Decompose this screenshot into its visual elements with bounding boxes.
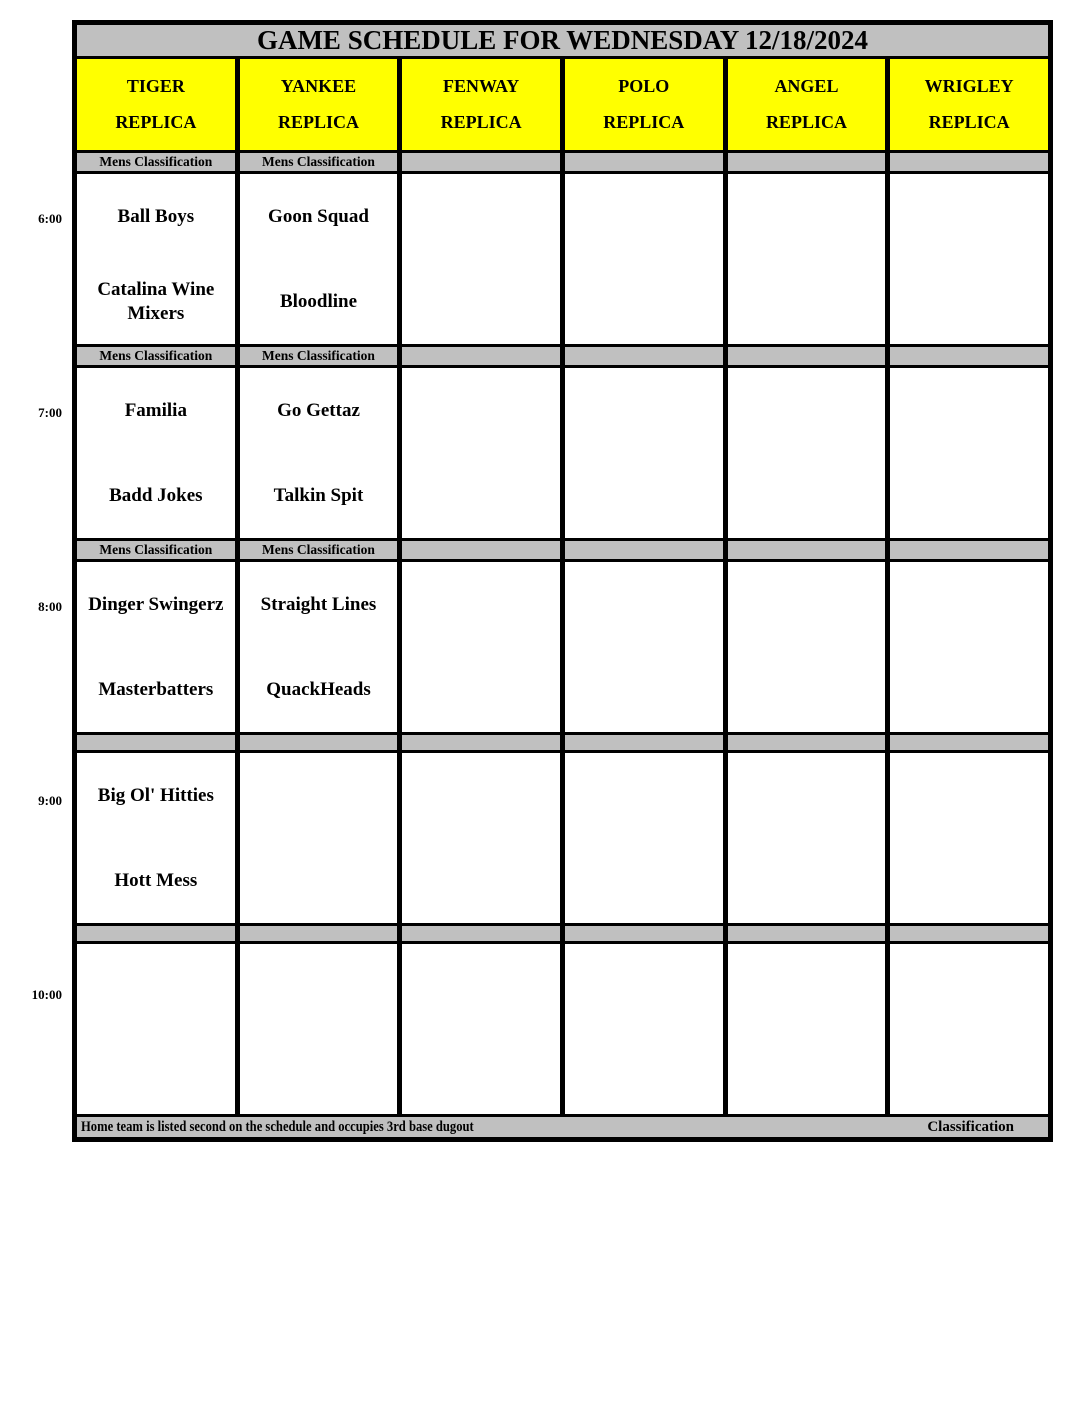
- game-cell: [75, 173, 238, 346]
- home-team: [565, 1029, 723, 1114]
- away-team: [728, 368, 886, 453]
- classification-row-9-00: [75, 734, 1051, 752]
- classification-bar-cell: [725, 925, 888, 943]
- away-team: [890, 944, 1048, 1029]
- game-cell: [725, 943, 888, 1116]
- field-name: YANKEE: [280, 76, 357, 96]
- classification-bar-cell: [237, 734, 400, 752]
- home-team: [565, 647, 723, 732]
- away-team: Goon Squad: [268, 205, 369, 227]
- away-team: [402, 174, 560, 259]
- field-header-row: [75, 58, 1051, 152]
- classification-row-8-00: [75, 540, 1051, 561]
- classification-bar-cell: [400, 346, 563, 367]
- away-team: [728, 944, 886, 1029]
- field-header-polo: [562, 58, 725, 152]
- home-team: [77, 1029, 235, 1114]
- footer: [75, 1116, 1051, 1140]
- game-cell: [562, 367, 725, 540]
- home-team: QuackHeads: [266, 678, 371, 700]
- classification-bar-cell: [400, 152, 563, 173]
- game-cell: [888, 752, 1051, 925]
- game-cell: [725, 367, 888, 540]
- footer-note: Home team is listed second on the schedule and occupies 3rd base dugout: [81, 1118, 474, 1135]
- classification-bar-cell: Mens Classification: [237, 540, 400, 561]
- footer-row: [75, 1116, 1051, 1140]
- away-team: [890, 368, 1048, 453]
- home-team: [240, 838, 398, 923]
- game-row-9-00: [75, 752, 1051, 925]
- game-cell: [400, 752, 563, 925]
- classification-bar-cell: [400, 734, 563, 752]
- home-team: [728, 838, 886, 923]
- field-type: REPLICA: [928, 112, 1010, 132]
- away-team: [240, 753, 398, 838]
- game-cell: [400, 943, 563, 1116]
- away-team: [402, 368, 560, 453]
- field-type: REPLICA: [765, 112, 847, 132]
- field-name: ANGEL: [774, 76, 839, 96]
- game-cell: [75, 943, 238, 1116]
- time-rail: [0, 0, 62, 1200]
- game-cell: [75, 752, 238, 925]
- game-cell: [562, 943, 725, 1116]
- field-name: WRIGLEY: [924, 76, 1014, 96]
- away-team: [890, 174, 1048, 259]
- home-team: Masterbatters: [98, 678, 214, 700]
- classification-bar-cell: [562, 540, 725, 561]
- away-team: Dinger Swingerz: [88, 593, 224, 615]
- home-team: [402, 647, 560, 732]
- classification-bar-cell: [725, 734, 888, 752]
- away-team: [890, 562, 1048, 647]
- field-header-yankee: [237, 58, 400, 152]
- game-cell: [888, 367, 1051, 540]
- classification-bar-cell: [237, 925, 400, 943]
- field-type: REPLICA: [277, 112, 359, 132]
- away-team: [402, 753, 560, 838]
- home-team: [728, 1029, 886, 1114]
- game-cell: [237, 752, 400, 925]
- away-team: Go Gettaz: [277, 399, 360, 421]
- classification-bar-cell: [725, 540, 888, 561]
- home-team: [565, 838, 723, 923]
- home-team: [240, 1029, 398, 1114]
- home-team: [402, 453, 560, 538]
- away-team: [728, 562, 886, 647]
- game-cell: [888, 173, 1051, 346]
- away-team: Ball Boys: [117, 205, 195, 227]
- game-cell: [237, 367, 400, 540]
- away-team: [77, 944, 235, 1029]
- away-team: [728, 174, 886, 259]
- away-team: [565, 944, 723, 1029]
- home-team: [890, 838, 1048, 923]
- field-name: FENWAY: [442, 76, 520, 96]
- schedule-title: GAME SCHEDULE FOR WEDNESDAY 12/18/2024: [75, 23, 1051, 58]
- game-cell: [562, 752, 725, 925]
- home-team: Talkin Spit: [273, 484, 364, 506]
- game-cell: [75, 367, 238, 540]
- classification-bar-cell: [888, 734, 1051, 752]
- away-team: [402, 944, 560, 1029]
- game-cell: [237, 943, 400, 1116]
- classification-bar-cell: [888, 152, 1051, 173]
- field-type: REPLICA: [115, 112, 197, 132]
- game-row-6-00: [75, 173, 1051, 346]
- home-team: [402, 838, 560, 923]
- game-cell: [400, 561, 563, 734]
- away-team: [728, 753, 886, 838]
- away-team: [565, 174, 723, 259]
- home-team: [402, 1029, 560, 1114]
- game-row-8-00: [75, 561, 1051, 734]
- home-team: [890, 453, 1048, 538]
- away-team: [565, 562, 723, 647]
- time-label-9-00: 9:00: [38, 793, 62, 808]
- home-team: Bloodline: [279, 290, 358, 312]
- classification-bar-cell: [562, 346, 725, 367]
- home-team: [890, 1029, 1048, 1114]
- classification-bar-cell: Mens Classification: [75, 346, 238, 367]
- home-team: [728, 259, 886, 344]
- classification-row-10-00: [75, 925, 1051, 943]
- classification-bar-cell: [75, 925, 238, 943]
- classification-bar-cell: [75, 734, 238, 752]
- game-cell: [562, 173, 725, 346]
- classification-bar-cell: Mens Classification: [75, 540, 238, 561]
- away-team: [240, 944, 398, 1029]
- field-type: REPLICA: [603, 112, 685, 132]
- classification-bar-cell: [888, 925, 1051, 943]
- classification-row-7-00: [75, 346, 1051, 367]
- game-cell: [562, 561, 725, 734]
- time-label-6-00: 6:00: [38, 211, 62, 226]
- time-label-10-00: 10:00: [31, 987, 62, 1002]
- game-row-7-00: [75, 367, 1051, 540]
- away-team: [890, 753, 1048, 838]
- game-cell: [725, 561, 888, 734]
- classification-bar-cell: [562, 734, 725, 752]
- home-team: Badd Jokes: [109, 484, 203, 506]
- classification-bar-cell: [725, 152, 888, 173]
- field-name: POLO: [618, 76, 670, 96]
- home-team: [565, 259, 723, 344]
- home-team: [402, 259, 560, 344]
- home-team: [728, 453, 886, 538]
- game-cell: [75, 561, 238, 734]
- classification-bar-cell: Mens Classification: [237, 152, 400, 173]
- title-row: [75, 23, 1051, 58]
- classification-bar-cell: [562, 152, 725, 173]
- home-team: Catalina Wine Mixers: [97, 278, 215, 324]
- away-team: Straight Lines: [260, 593, 377, 615]
- classification-bar-cell: [888, 346, 1051, 367]
- field-header-angel: [725, 58, 888, 152]
- away-team: [402, 562, 560, 647]
- home-team: [565, 453, 723, 538]
- game-cell: [237, 173, 400, 346]
- game-cell: [888, 561, 1051, 734]
- field-type: REPLICA: [440, 112, 522, 132]
- home-team: [728, 647, 886, 732]
- footer-classification-label: Classification: [927, 1118, 1014, 1135]
- away-team: [565, 753, 723, 838]
- classification-bar-cell: [725, 346, 888, 367]
- home-team: [890, 647, 1048, 732]
- field-header-tiger: [75, 58, 238, 152]
- home-team: Hott Mess: [114, 869, 198, 891]
- game-cell: [725, 173, 888, 346]
- classification-bar-cell: [562, 925, 725, 943]
- classification-bar-cell: [400, 540, 563, 561]
- classification-row-6-00: [75, 152, 1051, 173]
- classification-bar-cell: Mens Classification: [75, 152, 238, 173]
- away-team: Big Ol' Hitties: [97, 784, 214, 806]
- game-row-10-00: [75, 943, 1051, 1116]
- classification-bar-cell: [400, 925, 563, 943]
- field-header-fenway: [400, 58, 563, 152]
- game-cell: [400, 367, 563, 540]
- game-cell: [237, 561, 400, 734]
- schedule-table: [72, 20, 1053, 1142]
- away-team: [565, 368, 723, 453]
- away-team: Familia: [124, 399, 187, 421]
- home-team: [890, 259, 1048, 344]
- field-header-wrigley: [888, 58, 1051, 152]
- field-name: TIGER: [126, 76, 185, 96]
- classification-bar-cell: Mens Classification: [237, 346, 400, 367]
- game-cell: [725, 752, 888, 925]
- time-label-7-00: 7:00: [38, 405, 62, 420]
- classification-bar-cell: [888, 540, 1051, 561]
- game-cell: [400, 173, 563, 346]
- time-label-8-00: 8:00: [38, 599, 62, 614]
- game-cell: [888, 943, 1051, 1116]
